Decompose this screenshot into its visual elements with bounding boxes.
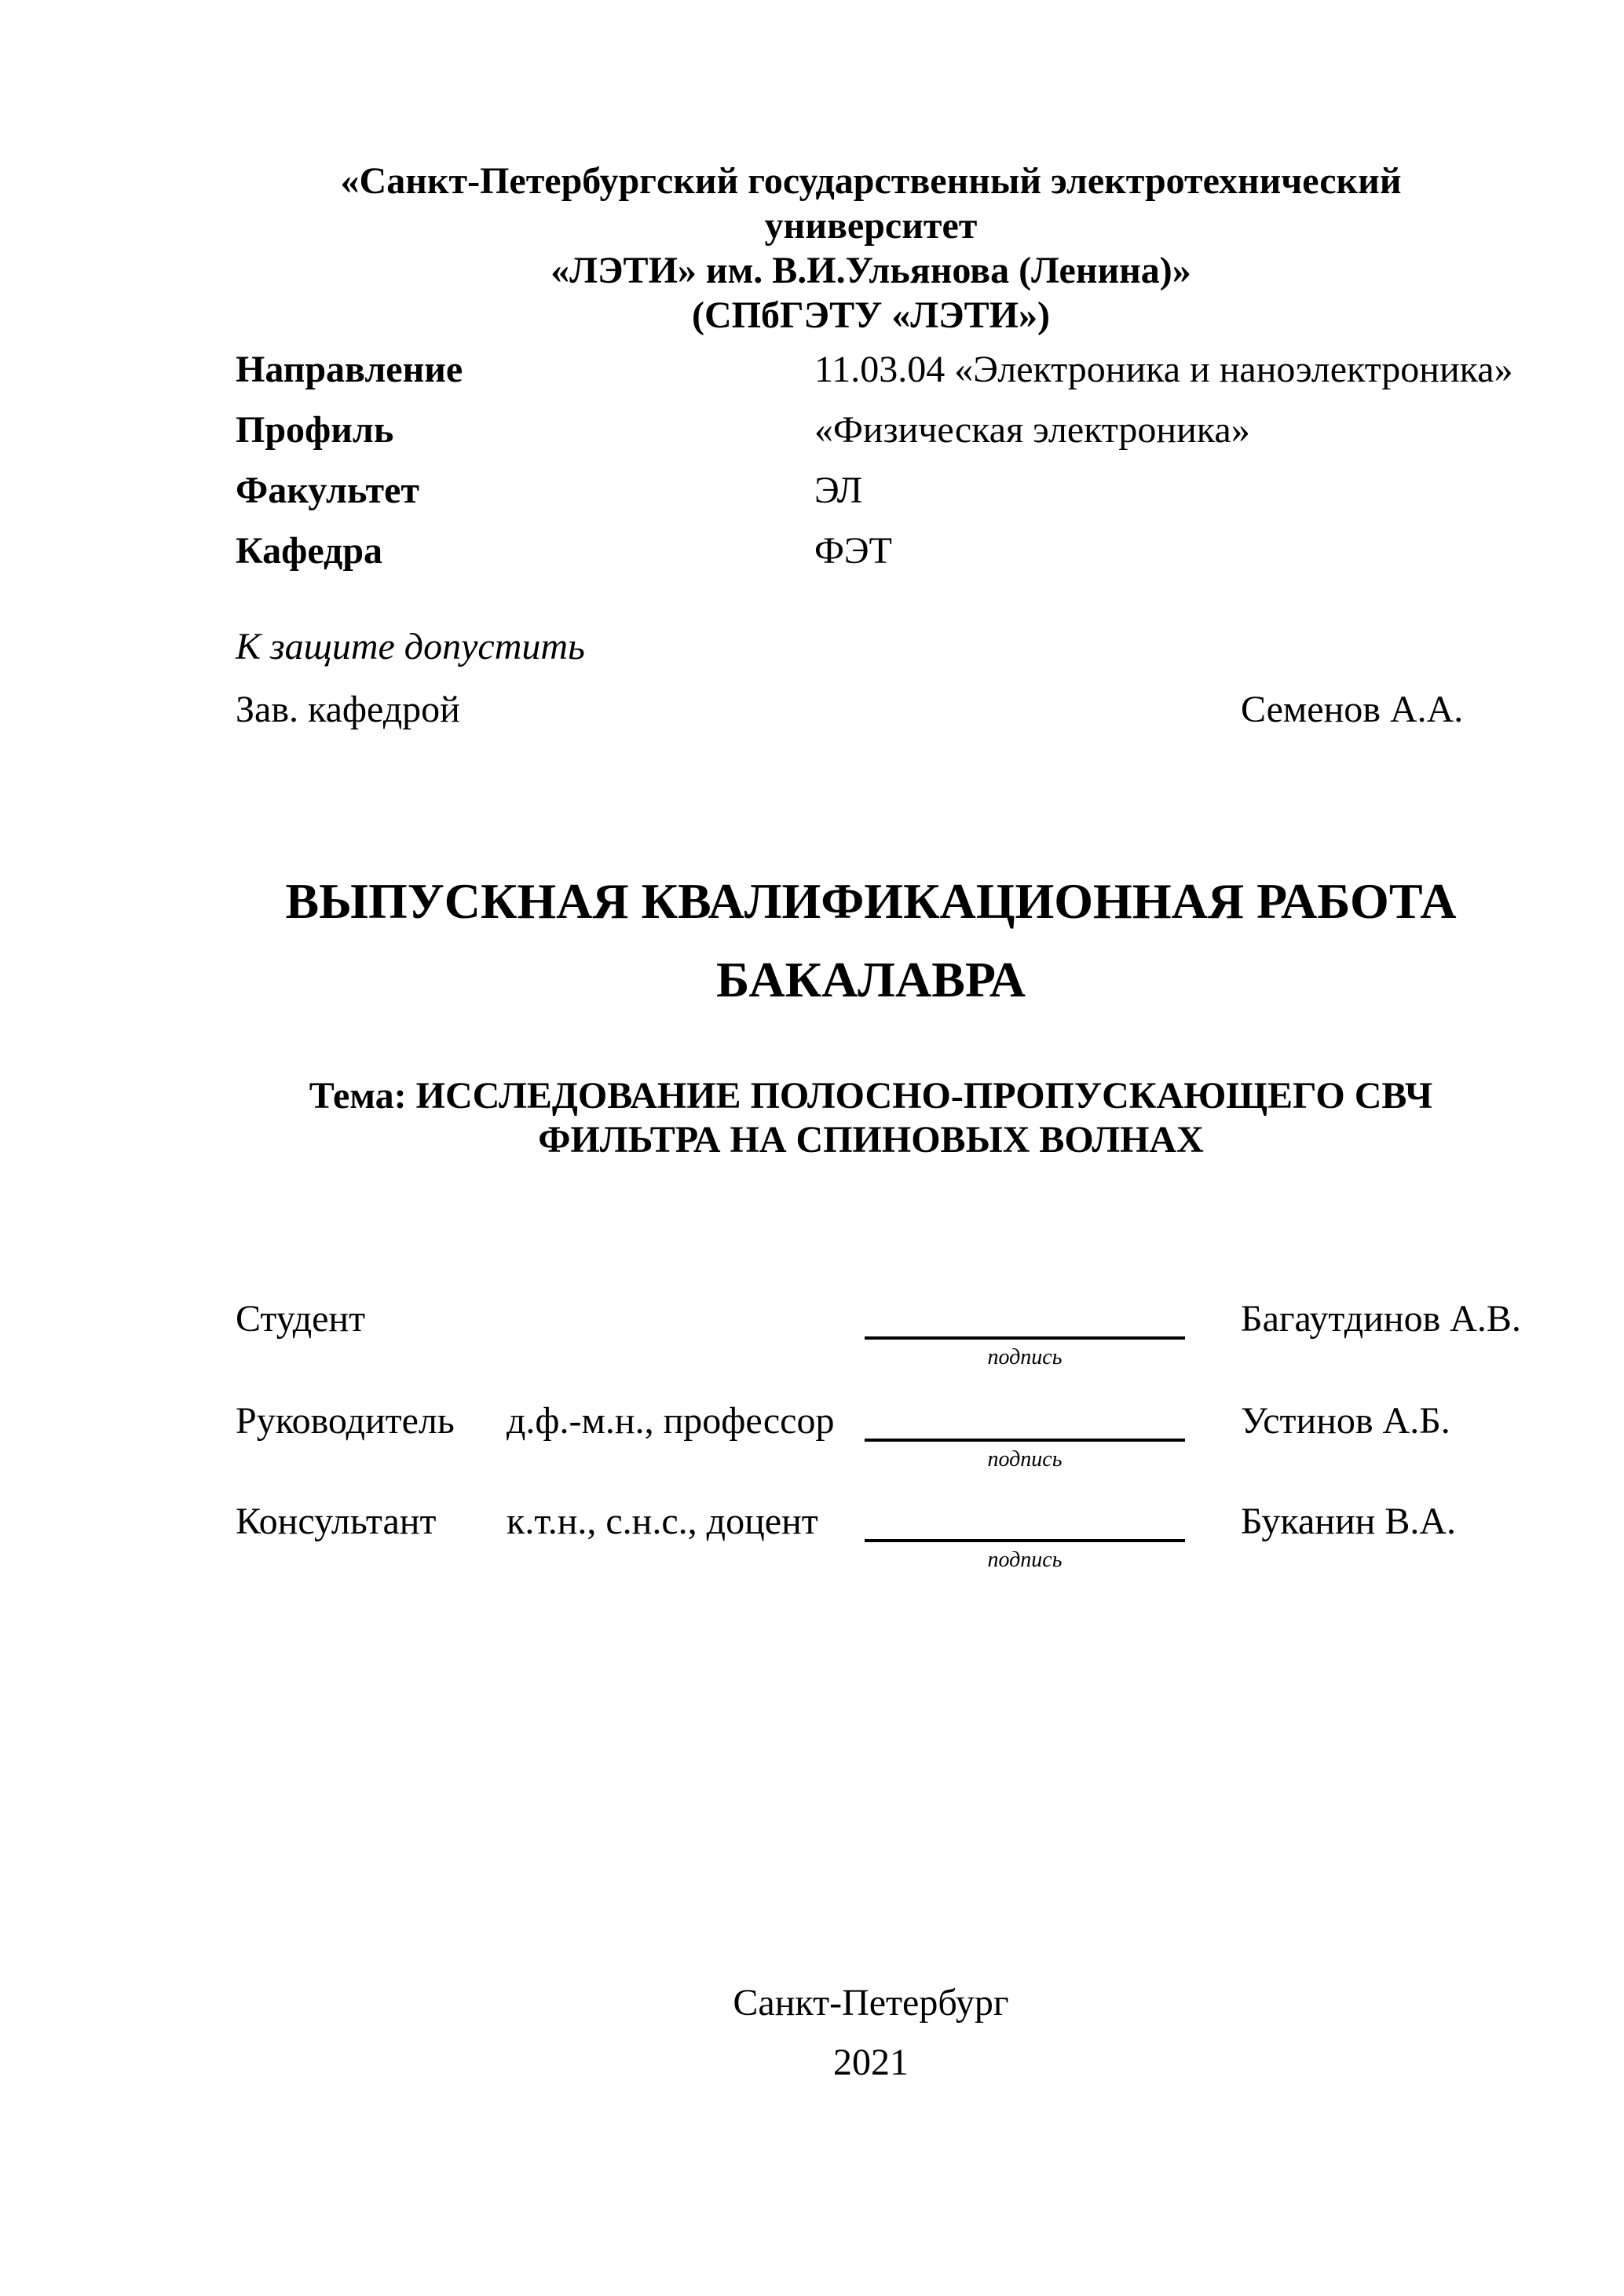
direction-value: 11.03.04 «Электроника и наноэлектроника» (814, 349, 1513, 390)
supervisor-signature-field (865, 1399, 1185, 1473)
consultant-signature-field (865, 1500, 1185, 1574)
consultant-role-label: Консультант (236, 1501, 437, 1542)
field-row-profile (236, 408, 1531, 452)
footer-year: 2021 (833, 2042, 909, 2083)
topic-line-1: Тема: ИССЛЕДОВАНИЕ ПОЛОСНО-ПРОПУСКАЮЩЕГО СВЧ (309, 1075, 1433, 1117)
department-label: Кафедра (236, 530, 383, 572)
work-title-line-2: БАКАЛАВРА (715, 952, 1026, 1007)
student-signature-caption: подпись (987, 1345, 1063, 1369)
field-row-direction (236, 348, 1531, 392)
topic-line-2: ФИЛЬТРА НА СПИНОВЫХ ВОЛНАХ (538, 1119, 1204, 1161)
profile-label: Профиль (236, 409, 394, 451)
university-header-line-2: «ЛЭТИ» им. В.И.Ульянова (Ленина)» (550, 250, 1191, 291)
consultant-qualification: к.т.н., с.н.с., доцент (507, 1501, 818, 1542)
consultant-name: Буканин В.А. (1241, 1501, 1457, 1542)
profile-value: «Физическая электроника» (814, 409, 1250, 451)
student-signature-line (865, 1297, 1185, 1340)
work-title (232, 862, 1510, 1019)
department-head-row (236, 688, 1531, 732)
department-head-name: Семенов А.А. (1241, 689, 1464, 730)
department-head-role: Зав. кафедрой (236, 689, 460, 730)
admission-note: К защите допустить (236, 626, 585, 667)
student-signature-field (865, 1297, 1185, 1371)
faculty-value: ЭЛ (814, 470, 863, 511)
signature-row-supervisor (236, 1399, 1531, 1487)
supervisor-signature-caption: подпись (987, 1447, 1063, 1472)
field-row-department (236, 529, 1531, 573)
supervisor-name: Устинов А.Б. (1241, 1400, 1450, 1442)
work-title-line-1: ВЫПУСКНАЯ КВАЛИФИКАЦИОННАЯ РАБОТА (285, 873, 1457, 929)
university-header (232, 159, 1510, 338)
topic (232, 1074, 1510, 1162)
supervisor-role-label: Руководитель (236, 1400, 455, 1442)
direction-label: Направление (236, 349, 463, 390)
signature-row-student (236, 1297, 1531, 1385)
footer-city: Санкт-Петербург (733, 1982, 1009, 2024)
university-header-line-3: (СПбГЭТУ «ЛЭТИ») (692, 294, 1050, 336)
consultant-signature-caption: подпись (987, 1548, 1063, 1572)
student-role-label: Студент (236, 1298, 366, 1340)
university-header-line-1: «Санкт-Петербургский государственный электротехнический университет (340, 160, 1402, 247)
supervisor-qualification: д.ф.-м.н., профессор (507, 1400, 835, 1442)
supervisor-signature-line (865, 1399, 1185, 1442)
faculty-label: Факультет (236, 470, 419, 511)
signature-row-consultant (236, 1500, 1531, 1588)
field-row-faculty (236, 469, 1531, 513)
student-name: Багаутдинов А.В. (1241, 1298, 1521, 1340)
department-value: ФЭТ (814, 530, 892, 572)
consultant-signature-line (865, 1500, 1185, 1542)
